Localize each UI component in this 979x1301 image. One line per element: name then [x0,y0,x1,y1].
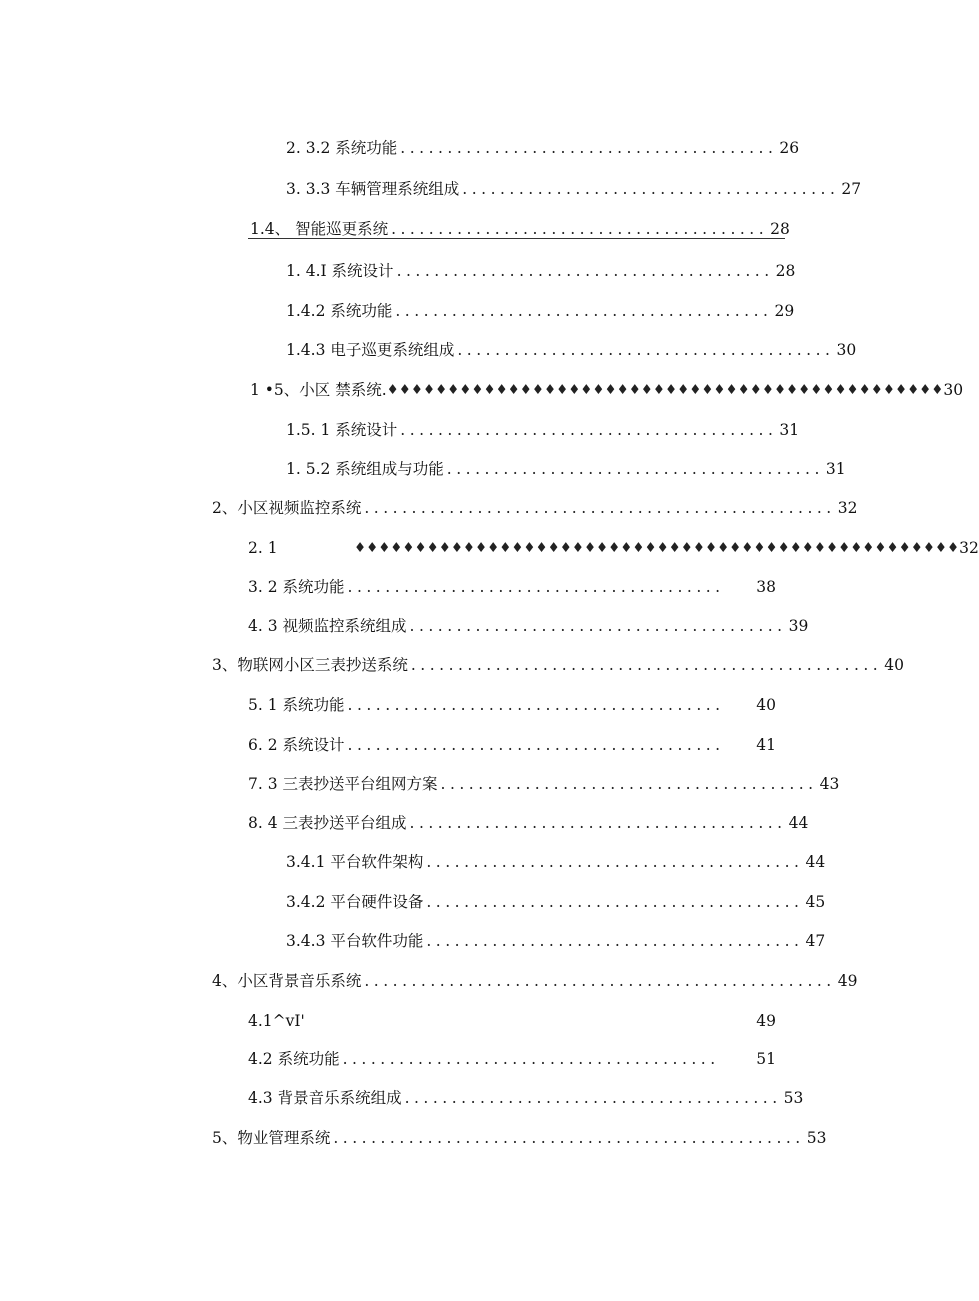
toc-page-number: 28 [775,262,796,280]
toc-diamond-leader: ♦♦♦♦♦♦♦♦♦♦♦♦♦♦♦♦♦♦♦♦♦♦♦♦♦♦♦♦♦♦♦♦♦♦♦♦♦♦♦♦♦♦♦♦♦♦ [386,382,944,398]
toc-page-number: 45 [805,893,826,911]
toc-entry[interactable] [286,925,826,951]
toc-entry[interactable] [248,571,776,597]
toc-entry[interactable] [286,255,796,281]
toc-entry-label: 2、小区视频监控系统 [212,499,362,517]
toc-page-number: 31 [825,460,846,478]
toc-dot-leader: ........................................ [426,853,804,871]
toc-entry-label: 1.5. 1 系统设计 [286,421,398,439]
toc-dot-leader: ........................................ [446,460,824,478]
toc-entry-label: 4.2 系统功能 [248,1050,340,1068]
toc-page-number: 47 [805,932,826,950]
toc-entry-label: 2. 1 [248,539,278,557]
toc-entry-label: 1.4.3 电子巡更系统组成 [286,341,455,359]
toc-entry[interactable] [248,689,776,715]
toc-page-number: 41 [756,736,776,754]
toc-page-number: 44 [805,853,826,871]
toc-page-number: 51 [756,1050,776,1068]
toc-dot-leader: ........................................ [400,421,778,439]
toc-page-number: 32 [837,499,858,517]
toc-entry-label: 3.4.3 平台软件功能 [286,932,424,950]
toc-entry-label: 1.4.2 系统功能 [286,302,393,320]
toc-page-number: 49 [837,972,858,990]
toc-entry[interactable] [212,649,904,675]
toc-entry[interactable] [248,1043,776,1069]
toc-page-number: 40 [884,656,904,674]
toc-page-number: 38 [756,578,776,596]
toc-page-number: 53 [783,1089,804,1107]
toc-entry[interactable] [212,1122,827,1148]
toc-entry-label: 3、物联网小区三表抄送系统 [212,656,408,674]
toc-dot-leader: ........................................ [391,220,769,238]
toc-dot-leader: ........................................ [342,1050,720,1068]
toc-dot-leader: ........................................ [426,932,804,950]
toc-page-number: 53 [806,1129,827,1147]
toc-dot-leader: .................................................. [333,1129,805,1147]
toc-dot-leader: ........................................ [409,617,787,635]
toc-entry-label: 7. 3 三表抄送平台组网方案 [248,775,438,793]
toc-entry[interactable] [286,132,800,158]
toc-entry[interactable] [248,1082,804,1108]
toc-entry[interactable] [212,492,858,518]
toc-entry-label: 1 •5、小区 禁系统. [250,381,387,399]
toc-entry-label: 1. 4.I 系统设计 [286,262,394,280]
toc-entry-label: 4.3 背景音乐系统组成 [248,1089,402,1107]
toc-entry[interactable] [250,374,964,400]
toc-entry-label: 5、物业管理系统 [212,1129,331,1147]
toc-entry-label: 3.4.2 平台硬件设备 [286,893,424,911]
toc-entry-label: 6. 2 系统设计 [248,736,345,754]
toc-page-number: 31 [779,421,800,439]
toc-diamond-leader: ♦♦♦♦♦♦♦♦♦♦♦♦♦♦♦♦♦♦♦♦♦♦♦♦♦♦♦♦♦♦♦♦♦♦♦♦♦♦♦♦♦♦♦♦♦♦♦♦♦♦ [354,540,960,556]
toc-dot-leader: ........................................ [395,302,773,320]
toc-entry-label: 5. 1 系统功能 [248,696,345,714]
toc-dot-leader: ........................................ [404,1089,782,1107]
toc-entry-label: 4.1^vI' [248,1012,305,1030]
toc-entry-label: 4、小区背景音乐系统 [212,972,362,990]
toc-entry[interactable] [286,414,800,440]
toc-entry-label: 2. 3.2 系统功能 [286,139,398,157]
toc-page-number: 27 [841,180,862,198]
toc-entry[interactable] [248,768,840,794]
toc-entry-label: 4. 3 视频监控系统组成 [248,617,407,635]
toc-dot-leader: ........................................ [462,180,840,198]
toc-entry[interactable] [286,334,857,360]
toc-page-number: 28 [770,220,790,238]
toc-page-number: 30 [836,341,857,359]
toc-page-number: 30 [943,381,964,399]
toc-entry[interactable] [250,213,790,239]
toc-entry-label: 3. 3.3 车辆管理系统组成 [286,180,460,198]
toc-dot-leader: ........................................ [347,578,725,596]
toc-page-number: 29 [774,302,795,320]
toc-page-number: 39 [788,617,809,635]
toc-entry-label: 3.4.1 平台软件架构 [286,853,424,871]
toc-page-number: 49 [756,1012,776,1030]
toc-entry[interactable] [286,173,862,199]
toc-dot-leader: .................................................. [410,656,883,674]
toc-dot-leader: ........................................ [400,139,778,157]
toc-entry[interactable] [248,807,809,833]
section-underline-rule [248,238,785,239]
toc-dot-leader: ........................................ [457,341,835,359]
toc-dot-leader: ........................................ [396,262,774,280]
toc-dot-leader: ........................................ [347,696,725,714]
toc-dot-leader: ........................................ [409,814,787,832]
toc-entry[interactable] [212,965,858,991]
toc-dot-leader: .................................................. [364,499,836,517]
toc-entry-label: 8. 4 三表抄送平台组成 [248,814,407,832]
toc-entry[interactable] [286,846,826,872]
toc-entry[interactable] [248,610,809,636]
toc-entry[interactable] [248,729,776,755]
toc-dot-leader: ........................................ [347,736,725,754]
toc-entry-label: 1.4、 智能巡更系统 [250,220,389,238]
toc-dot-leader: ........................................ [440,775,818,793]
toc-page-number: 32 [959,539,979,557]
toc-page-number: 40 [756,696,776,714]
toc-dot-leader: ........................................ [426,893,804,911]
toc-entry[interactable] [286,886,826,912]
toc-page-number: 43 [819,775,840,793]
toc-dot-leader: .................................................. [364,972,836,990]
toc-entry[interactable] [286,295,795,321]
toc-entry[interactable] [248,532,979,558]
toc-entry-label: 1. 5.2 系统组成与功能 [286,460,444,478]
toc-entry[interactable] [286,453,846,479]
toc-entry[interactable] [248,1005,776,1031]
toc-entry-label: 3. 2 系统功能 [248,578,345,596]
toc-page-number: 26 [779,139,800,157]
toc-page-number: 44 [788,814,809,832]
